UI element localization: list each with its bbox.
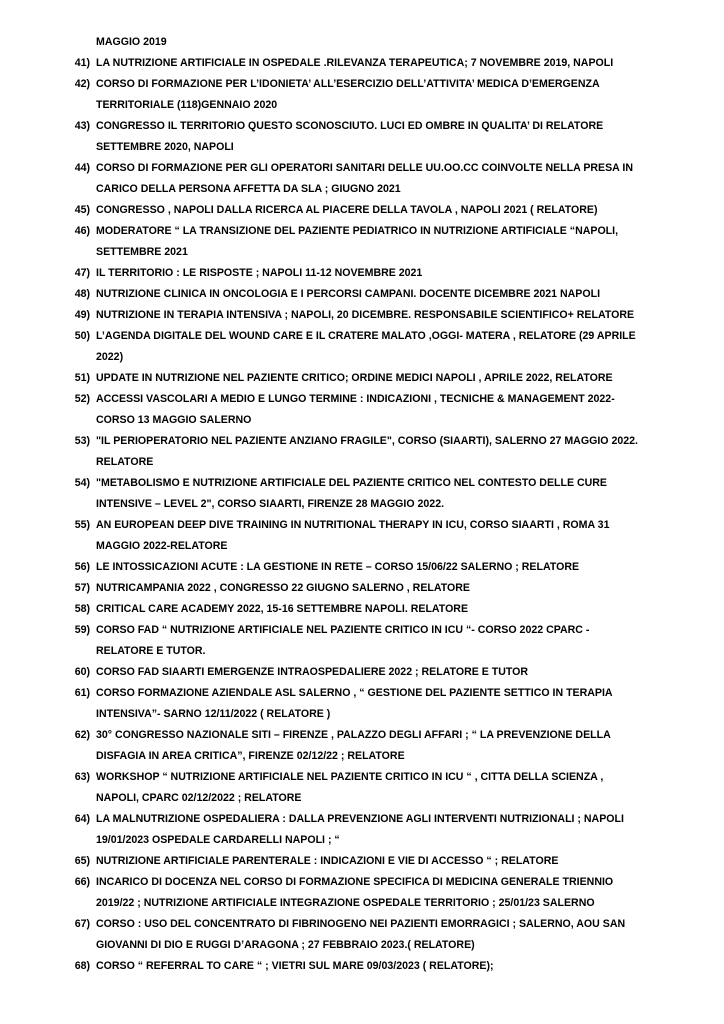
- item-text-line: CORSO FAD SIAARTI EMERGENZE INTRAOSPEDALIERE 2022 ; RELATORE E TUTOR: [96, 666, 529, 678]
- item-text-line: CORSO FORMAZIONE AZIENDALE ASL SALERNO , “ GESTIONE DEL PAZIENTE SETTICO IN TERAPIA: [96, 687, 613, 699]
- item-text-line: CORSO “ REFERRAL TO CARE “ ; VIETRI SUL MARE 09/03/2023 ( RELATORE);: [96, 960, 494, 972]
- item-number: 54): [74, 477, 90, 489]
- item-number: 45): [74, 204, 90, 216]
- item-text-line: CONGRESSO , NAPOLI DALLA RICERCA AL PIACERE DELLA TAVOLA , NAPOLI 2021 ( RELATORE): [96, 204, 598, 216]
- item-number: 48): [74, 288, 90, 300]
- item-number: 68): [74, 960, 90, 972]
- item-number: 50): [74, 330, 90, 342]
- item-text-line: L’AGENDA DIGITALE DEL WOUND CARE E IL CRATERE MALATO ,OGGI- MATERA , RELATORE (29 APRILE: [96, 330, 636, 342]
- item-text-line: NAPOLI, CPARC 02/12/2022 ; RELATORE: [96, 792, 302, 804]
- list-item: [0, 74, 616, 116]
- item-text-line: UPDATE IN NUTRIZIONE NEL PAZIENTE CRITICO; ORDINE MEDICI NAPOLI , APRILE 2022, RELATORE: [96, 372, 613, 384]
- item-number: 61): [74, 687, 90, 699]
- list-item: [0, 851, 616, 872]
- item-text-line: MAGGIO 2022-RELATORE: [96, 540, 228, 552]
- list-item: [0, 284, 616, 305]
- item-text-line: NUTRIZIONE CLINICA IN ONCOLOGIA E I PERCORSI CAMPANI. DOCENTE DICEMBRE 2021 NAPOLI: [96, 288, 601, 300]
- item-number: 66): [74, 876, 90, 888]
- list-item: [0, 809, 624, 851]
- list-item: [0, 221, 619, 263]
- item-text-line: DISFAGIA IN AREA CRITICA”, FIRENZE 02/12/22 ; RELATORE: [96, 750, 405, 762]
- list-item: [0, 956, 616, 977]
- list-item: [0, 116, 616, 158]
- item-text-line: CARICO DELLA PERSONA AFFETTA DA SLA ; GIUGNO 2021: [96, 183, 401, 195]
- item-text-line: 19/01/2023 OSPEDALE CARDARELLI NAPOLI ; “: [96, 834, 340, 846]
- item-number: 42): [74, 78, 90, 90]
- item-text-line: AN EUROPEAN DEEP DIVE TRAINING IN NUTRITIONAL THERAPY IN ICU, CORSO SIAARTI , ROMA 31: [96, 519, 610, 531]
- list-item: [0, 431, 638, 473]
- list-item: [0, 914, 626, 956]
- list-item: [0, 620, 616, 662]
- item-number: 60): [74, 666, 90, 678]
- item-text-line: NUTRIZIONE ARTIFICIALE PARENTERALE : INDICAZIONI E VIE DI ACCESSO “ ; RELATORE: [96, 855, 559, 867]
- item-text-line: "METABOLISMO E NUTRIZIONE ARTIFICIALE DEL PAZIENTE CRITICO NEL CONTESTO DELLE CURE: [96, 477, 607, 489]
- item-text-line: INCARICO DI DOCENZA NEL CORSO DI FORMAZIONE SPECIFICA DI MEDICINA GENERALE TRIENNIO: [96, 876, 614, 888]
- list-item: [0, 767, 616, 809]
- item-number: 46): [74, 225, 90, 237]
- item-text-line: TERRITORIALE (118)GENNAIO 2020: [96, 99, 278, 111]
- item-number: 52): [74, 393, 90, 405]
- item-text-line: LA NUTRIZIONE ARTIFICIALE IN OSPEDALE .RILEVANZA TERAPEUTICA; 7 NOVEMBRE 2019, NAPOLI: [96, 57, 614, 69]
- item-number: 43): [74, 120, 90, 132]
- list-item: [0, 599, 616, 620]
- item-text-line: 2022): [96, 351, 124, 363]
- item-number: 65): [74, 855, 90, 867]
- item-text-line: CORSO DI FORMAZIONE PER L’IDONIETA’ ALL’ESERCIZIO DELL’ATTIVITA’ MEDICA D’EMERGENZA: [96, 78, 600, 90]
- numbered-list: [0, 53, 724, 977]
- item-number: 41): [74, 57, 90, 69]
- item-number: 55): [74, 519, 90, 531]
- item-text-line: SETTEMBRE 2020, NAPOLI: [96, 141, 234, 153]
- list-item: [0, 578, 616, 599]
- item-text-line: LE INTOSSICAZIONI ACUTE : LA GESTIONE IN RETE – CORSO 15/06/22 SALERNO ; RELATORE: [96, 561, 580, 573]
- item-text-line: MODERATORE “ LA TRANSIZIONE DEL PAZIENTE PEDIATRICO IN NUTRIZIONE ARTIFICIALE “NAPOLI,: [96, 225, 619, 237]
- list-item: [0, 557, 616, 578]
- list-item: [0, 53, 616, 74]
- item-number: 59): [74, 624, 90, 636]
- item-text-line: INTENSIVA”- SARNO 12/11/2022 ( RELATORE ): [96, 708, 331, 720]
- item-number: 51): [74, 372, 90, 384]
- list-item: [0, 473, 616, 515]
- list-item: [0, 263, 616, 284]
- item-text-line: "IL PERIOPERATORIO NEL PAZIENTE ANZIANO FRAGILE", CORSO (SIAARTI), SALERNO 27 MAGGIO 2022.: [96, 435, 638, 447]
- list-item: [0, 662, 616, 683]
- item-text-line: SETTEMBRE 2021: [96, 246, 188, 258]
- list-item: [0, 683, 616, 725]
- list-item: [0, 725, 616, 767]
- list-item: [0, 368, 616, 389]
- list-item: [0, 305, 635, 326]
- item-text-line: LA MALNUTRIZIONE OSPEDALIERA : DALLA PREVENZIONE AGLI INTERVENTI NUTRIZIONALI ; NAPOLI: [96, 813, 624, 825]
- item-text-line: INTENSIVE – LEVEL 2", CORSO SIAARTI, FIRENZE 28 MAGGIO 2022.: [96, 498, 445, 510]
- list-item: [0, 515, 616, 557]
- item-text-line: CORSO DI FORMAZIONE PER GLI OPERATORI SANITARI DELLE UU.OO.CC COINVOLTE NELLA PRESA IN: [96, 162, 633, 174]
- item-text-line: CRITICAL CARE ACADEMY 2022, 15-16 SETTEMBRE NAPOLI. RELATORE: [96, 603, 469, 615]
- item-number: 64): [74, 813, 90, 825]
- list-item: [0, 872, 616, 914]
- continuation-line: MAGGIO 2019: [96, 36, 167, 48]
- list-item: [0, 326, 636, 368]
- item-text-line: NUTRIZIONE IN TERAPIA INTENSIVA ; NAPOLI, 20 DICEMBRE. RESPONSABILE SCIENTIFICO+ RELATORE: [96, 309, 635, 321]
- list-item: [0, 389, 616, 431]
- item-text-line: WORKSHOP “ NUTRIZIONE ARTIFICIALE NEL PAZIENTE CRITICO IN ICU “ , CITTA DELLA SCIENZA ,: [96, 771, 604, 783]
- item-text-line: CORSO FAD “ NUTRIZIONE ARTIFICIALE NEL PAZIENTE CRITICO IN ICU “- CORSO 2022 CPARC -: [96, 624, 590, 636]
- item-text-line: IL TERRITORIO : LE RISPOSTE ; NAPOLI 11-12 NOVEMBRE 2021: [96, 267, 423, 279]
- item-number: 56): [74, 561, 90, 573]
- item-text-line: RELATORE: [96, 456, 154, 468]
- item-number: 44): [74, 162, 90, 174]
- item-text-line: NUTRICAMPANIA 2022 , CONGRESSO 22 GIUGNO SALERNO , RELATORE: [96, 582, 470, 594]
- item-number: 47): [74, 267, 90, 279]
- item-text-line: CORSO : USO DEL CONCENTRATO DI FIBRINOGENO NEI PAZIENTI EMORRAGICI ; SALERNO, AOU SAN: [96, 918, 626, 930]
- item-number: 63): [74, 771, 90, 783]
- list-item: [0, 158, 633, 200]
- item-number: 49): [74, 309, 90, 321]
- item-number: 62): [74, 729, 90, 741]
- item-text-line: ACCESSI VASCOLARI A MEDIO E LUNGO TERMINE : INDICAZIONI , TECNICHE & MANAGEMENT 2022-: [96, 393, 615, 405]
- item-text-line: 30° CONGRESSO NAZIONALE SITI – FIRENZE , PALAZZO DEGLI AFFARI ; “ LA PREVENZIONE DELLA: [96, 729, 611, 741]
- item-number: 67): [74, 918, 90, 930]
- item-number: 58): [74, 603, 90, 615]
- item-text-line: 2019/22 ; NUTRIZIONE ARTIFICIALE INTEGRAZIONE OSPEDALE TERRITORIO ; 25/01/23 SALERNO: [96, 897, 595, 909]
- item-number: 57): [74, 582, 90, 594]
- item-number: 53): [74, 435, 90, 447]
- item-text-line: RELATORE E TUTOR.: [96, 645, 206, 657]
- list-item: [0, 200, 616, 221]
- item-text-line: CONGRESSO IL TERRITORIO QUESTO SCONOSCIUTO. LUCI ED OMBRE IN QUALITA’ DI RELATORE: [96, 120, 604, 132]
- item-text-line: CORSO 13 MAGGIO SALERNO: [96, 414, 252, 426]
- item-text-line: GIOVANNI DI DIO E RUGGI D’ARAGONA ; 27 FEBBRAIO 2023.( RELATORE): [96, 939, 475, 951]
